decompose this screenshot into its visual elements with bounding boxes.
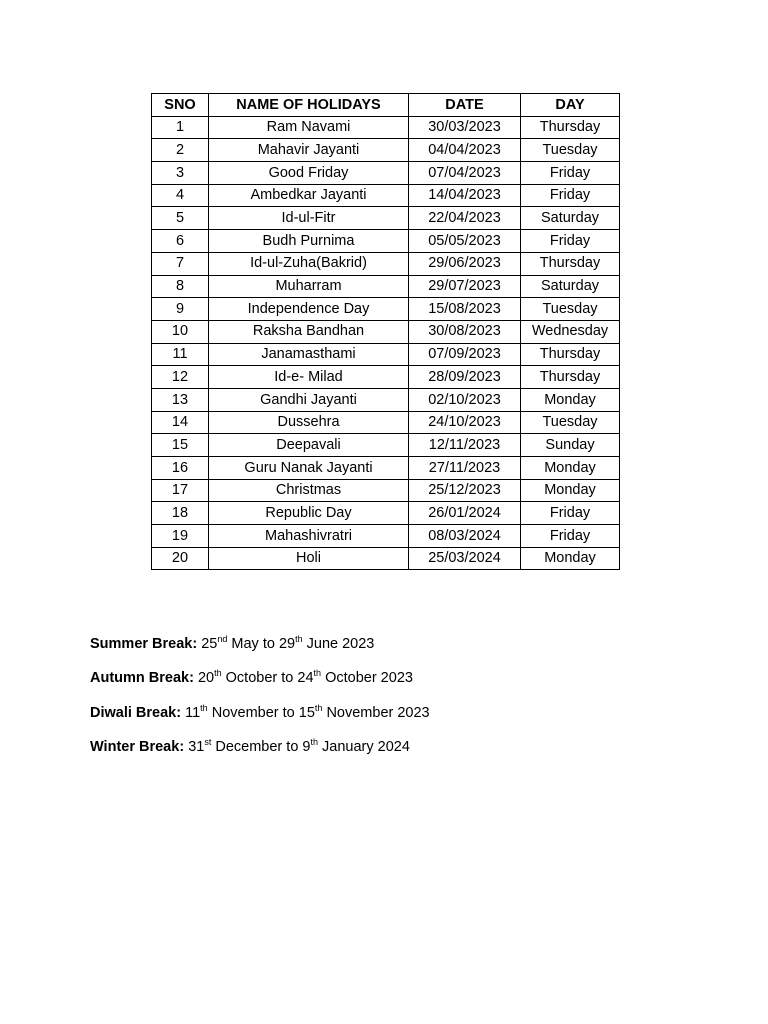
cell-day: Sunday	[521, 434, 620, 457]
cell-day: Friday	[521, 184, 620, 207]
cell-sno: 12	[152, 366, 209, 389]
break-end-text: January 2024	[322, 739, 410, 756]
table-row	[152, 343, 620, 366]
break-start-day: 31	[188, 739, 205, 756]
cell-sno: 5	[152, 207, 209, 230]
cell-sno: 3	[152, 162, 209, 185]
cell-date: 30/08/2023	[409, 320, 521, 343]
table-row	[152, 525, 620, 548]
table-row	[152, 207, 620, 230]
cell-sno: 10	[152, 320, 209, 343]
cell-holiday-name: Good Friday	[209, 162, 409, 185]
cell-day: Wednesday	[521, 320, 620, 343]
cell-day: Tuesday	[521, 411, 620, 434]
cell-date: 30/03/2023	[409, 116, 521, 139]
cell-date: 25/12/2023	[409, 479, 521, 502]
cell-date: 04/04/2023	[409, 139, 521, 162]
cell-holiday-name: Muharram	[209, 275, 409, 298]
cell-day: Thursday	[521, 366, 620, 389]
cell-date: 29/07/2023	[409, 275, 521, 298]
cell-date: 22/04/2023	[409, 207, 521, 230]
cell-date: 15/08/2023	[409, 298, 521, 321]
break-start-day: 11	[185, 704, 201, 721]
break-start-text: December to	[215, 739, 299, 756]
break-end-day: 15	[298, 704, 315, 721]
ordinal-suffix: th	[295, 634, 303, 644]
cell-sno: 2	[152, 139, 209, 162]
cell-sno: 13	[152, 388, 209, 411]
cell-holiday-name: Dussehra	[209, 411, 409, 434]
cell-date: 26/01/2024	[409, 502, 521, 525]
cell-holiday-name: Ram Navami	[209, 116, 409, 139]
cell-holiday-name: Mahavir Jayanti	[209, 139, 409, 162]
table-row	[152, 298, 620, 321]
break-start-text: October to	[225, 670, 294, 687]
break-label: Summer Break:	[90, 636, 198, 652]
break-start-text: May to	[231, 636, 275, 652]
header-name-of-holidays: NAME OF HOLIDAYS	[209, 94, 409, 117]
cell-date: 12/11/2023	[409, 434, 521, 457]
break-end-day: 29	[278, 636, 296, 652]
break-end-text: November 2023	[326, 704, 430, 721]
break-end-text: June 2023	[306, 636, 375, 652]
table-header-row	[152, 94, 620, 117]
holiday-rows	[152, 116, 620, 570]
cell-sno: 6	[152, 230, 209, 253]
cell-day: Friday	[521, 162, 620, 185]
cell-day: Monday	[521, 457, 620, 480]
cell-holiday-name: Budh Purnima	[209, 230, 409, 253]
ordinal-suffix: th	[310, 737, 319, 748]
cell-date: 08/03/2024	[409, 525, 521, 548]
cell-sno: 1	[152, 116, 209, 139]
cell-holiday-name: Mahashivratri	[209, 525, 409, 548]
cell-date: 28/09/2023	[409, 366, 521, 389]
cell-sno: 18	[152, 502, 209, 525]
cell-day: Monday	[521, 479, 620, 502]
cell-date: 07/09/2023	[409, 343, 521, 366]
cell-sno: 9	[152, 298, 209, 321]
cell-holiday-name: Deepavali	[209, 434, 409, 457]
break-label: Autumn Break:	[90, 670, 194, 687]
table-row	[152, 547, 620, 570]
cell-day: Thursday	[521, 116, 620, 139]
cell-day: Thursday	[521, 252, 620, 275]
cell-day: Tuesday	[521, 139, 620, 162]
table-row	[152, 184, 620, 207]
table-row	[152, 139, 620, 162]
cell-day: Saturday	[521, 207, 620, 230]
cell-holiday-name: Ambedkar Jayanti	[209, 184, 409, 207]
table-row	[152, 366, 620, 389]
break-start-day: 20	[197, 670, 215, 687]
cell-holiday-name: Christmas	[209, 479, 409, 502]
table-row	[152, 411, 620, 434]
table-row	[152, 388, 620, 411]
cell-date: 14/04/2023	[409, 184, 521, 207]
winter-break	[90, 735, 430, 769]
cell-holiday-name: Holi	[209, 547, 409, 570]
cell-date: 25/03/2024	[409, 547, 521, 570]
cell-holiday-name: Id-e- Milad	[209, 366, 409, 389]
cell-sno: 7	[152, 252, 209, 275]
diwali-break	[90, 701, 430, 735]
cell-sno: 17	[152, 479, 209, 502]
cell-sno: 4	[152, 184, 209, 207]
breaks-section	[90, 632, 430, 770]
cell-holiday-name: Gandhi Jayanti	[209, 388, 409, 411]
cell-day: Saturday	[521, 275, 620, 298]
cell-holiday-name: Guru Nanak Jayanti	[209, 457, 409, 480]
header-day: DAY	[521, 94, 620, 117]
cell-sno: 16	[152, 457, 209, 480]
table-row	[152, 162, 620, 185]
cell-date: 27/11/2023	[409, 457, 521, 480]
break-label: Diwali Break:	[90, 704, 182, 721]
break-end-text: October 2023	[325, 670, 413, 687]
cell-date: 07/04/2023	[409, 162, 521, 185]
cell-holiday-name: Independence Day	[209, 298, 409, 321]
table-row	[152, 230, 620, 253]
cell-day: Tuesday	[521, 298, 620, 321]
ordinal-suffix: th	[313, 668, 322, 679]
header-date: DATE	[409, 94, 521, 117]
ordinal-suffix: nd	[217, 634, 228, 644]
cell-day: Thursday	[521, 343, 620, 366]
summer-break	[90, 632, 430, 666]
cell-date: 05/05/2023	[409, 230, 521, 253]
break-end-day: 24	[297, 670, 314, 687]
break-start-day: 25	[201, 636, 218, 652]
table-row	[152, 502, 620, 525]
cell-day: Friday	[521, 502, 620, 525]
ordinal-suffix: th	[314, 702, 323, 713]
break-end-day: 9	[302, 739, 311, 756]
table-row	[152, 320, 620, 343]
cell-sno: 14	[152, 411, 209, 434]
table-row	[152, 457, 620, 480]
autumn-break	[90, 666, 430, 700]
cell-date: 29/06/2023	[409, 252, 521, 275]
cell-day: Friday	[521, 525, 620, 548]
cell-date: 24/10/2023	[409, 411, 521, 434]
cell-sno: 19	[152, 525, 209, 548]
cell-day: Friday	[521, 230, 620, 253]
cell-sno: 20	[152, 547, 209, 570]
cell-sno: 11	[152, 343, 209, 366]
header-sno: SNO	[152, 94, 209, 117]
table-row	[152, 479, 620, 502]
cell-holiday-name: Raksha Bandhan	[209, 320, 409, 343]
cell-holiday-name: Id-ul-Zuha(Bakrid)	[209, 252, 409, 275]
cell-date: 02/10/2023	[409, 388, 521, 411]
table-row	[152, 434, 620, 457]
cell-holiday-name: Republic Day	[209, 502, 409, 525]
cell-sno: 15	[152, 434, 209, 457]
table-row	[152, 275, 620, 298]
cell-day: Monday	[521, 547, 620, 570]
break-label: Winter Break:	[90, 739, 185, 756]
ordinal-suffix: st	[204, 737, 212, 748]
break-start-text: November to	[211, 704, 295, 721]
table-row	[152, 116, 620, 139]
cell-holiday-name: Janamasthami	[209, 343, 409, 366]
ordinal-suffix: th	[214, 668, 222, 679]
cell-day: Monday	[521, 388, 620, 411]
cell-sno: 8	[152, 275, 209, 298]
holidays-table	[151, 93, 620, 570]
ordinal-suffix: th	[200, 702, 208, 713]
table-row	[152, 252, 620, 275]
cell-holiday-name: Id-ul-Fitr	[209, 207, 409, 230]
